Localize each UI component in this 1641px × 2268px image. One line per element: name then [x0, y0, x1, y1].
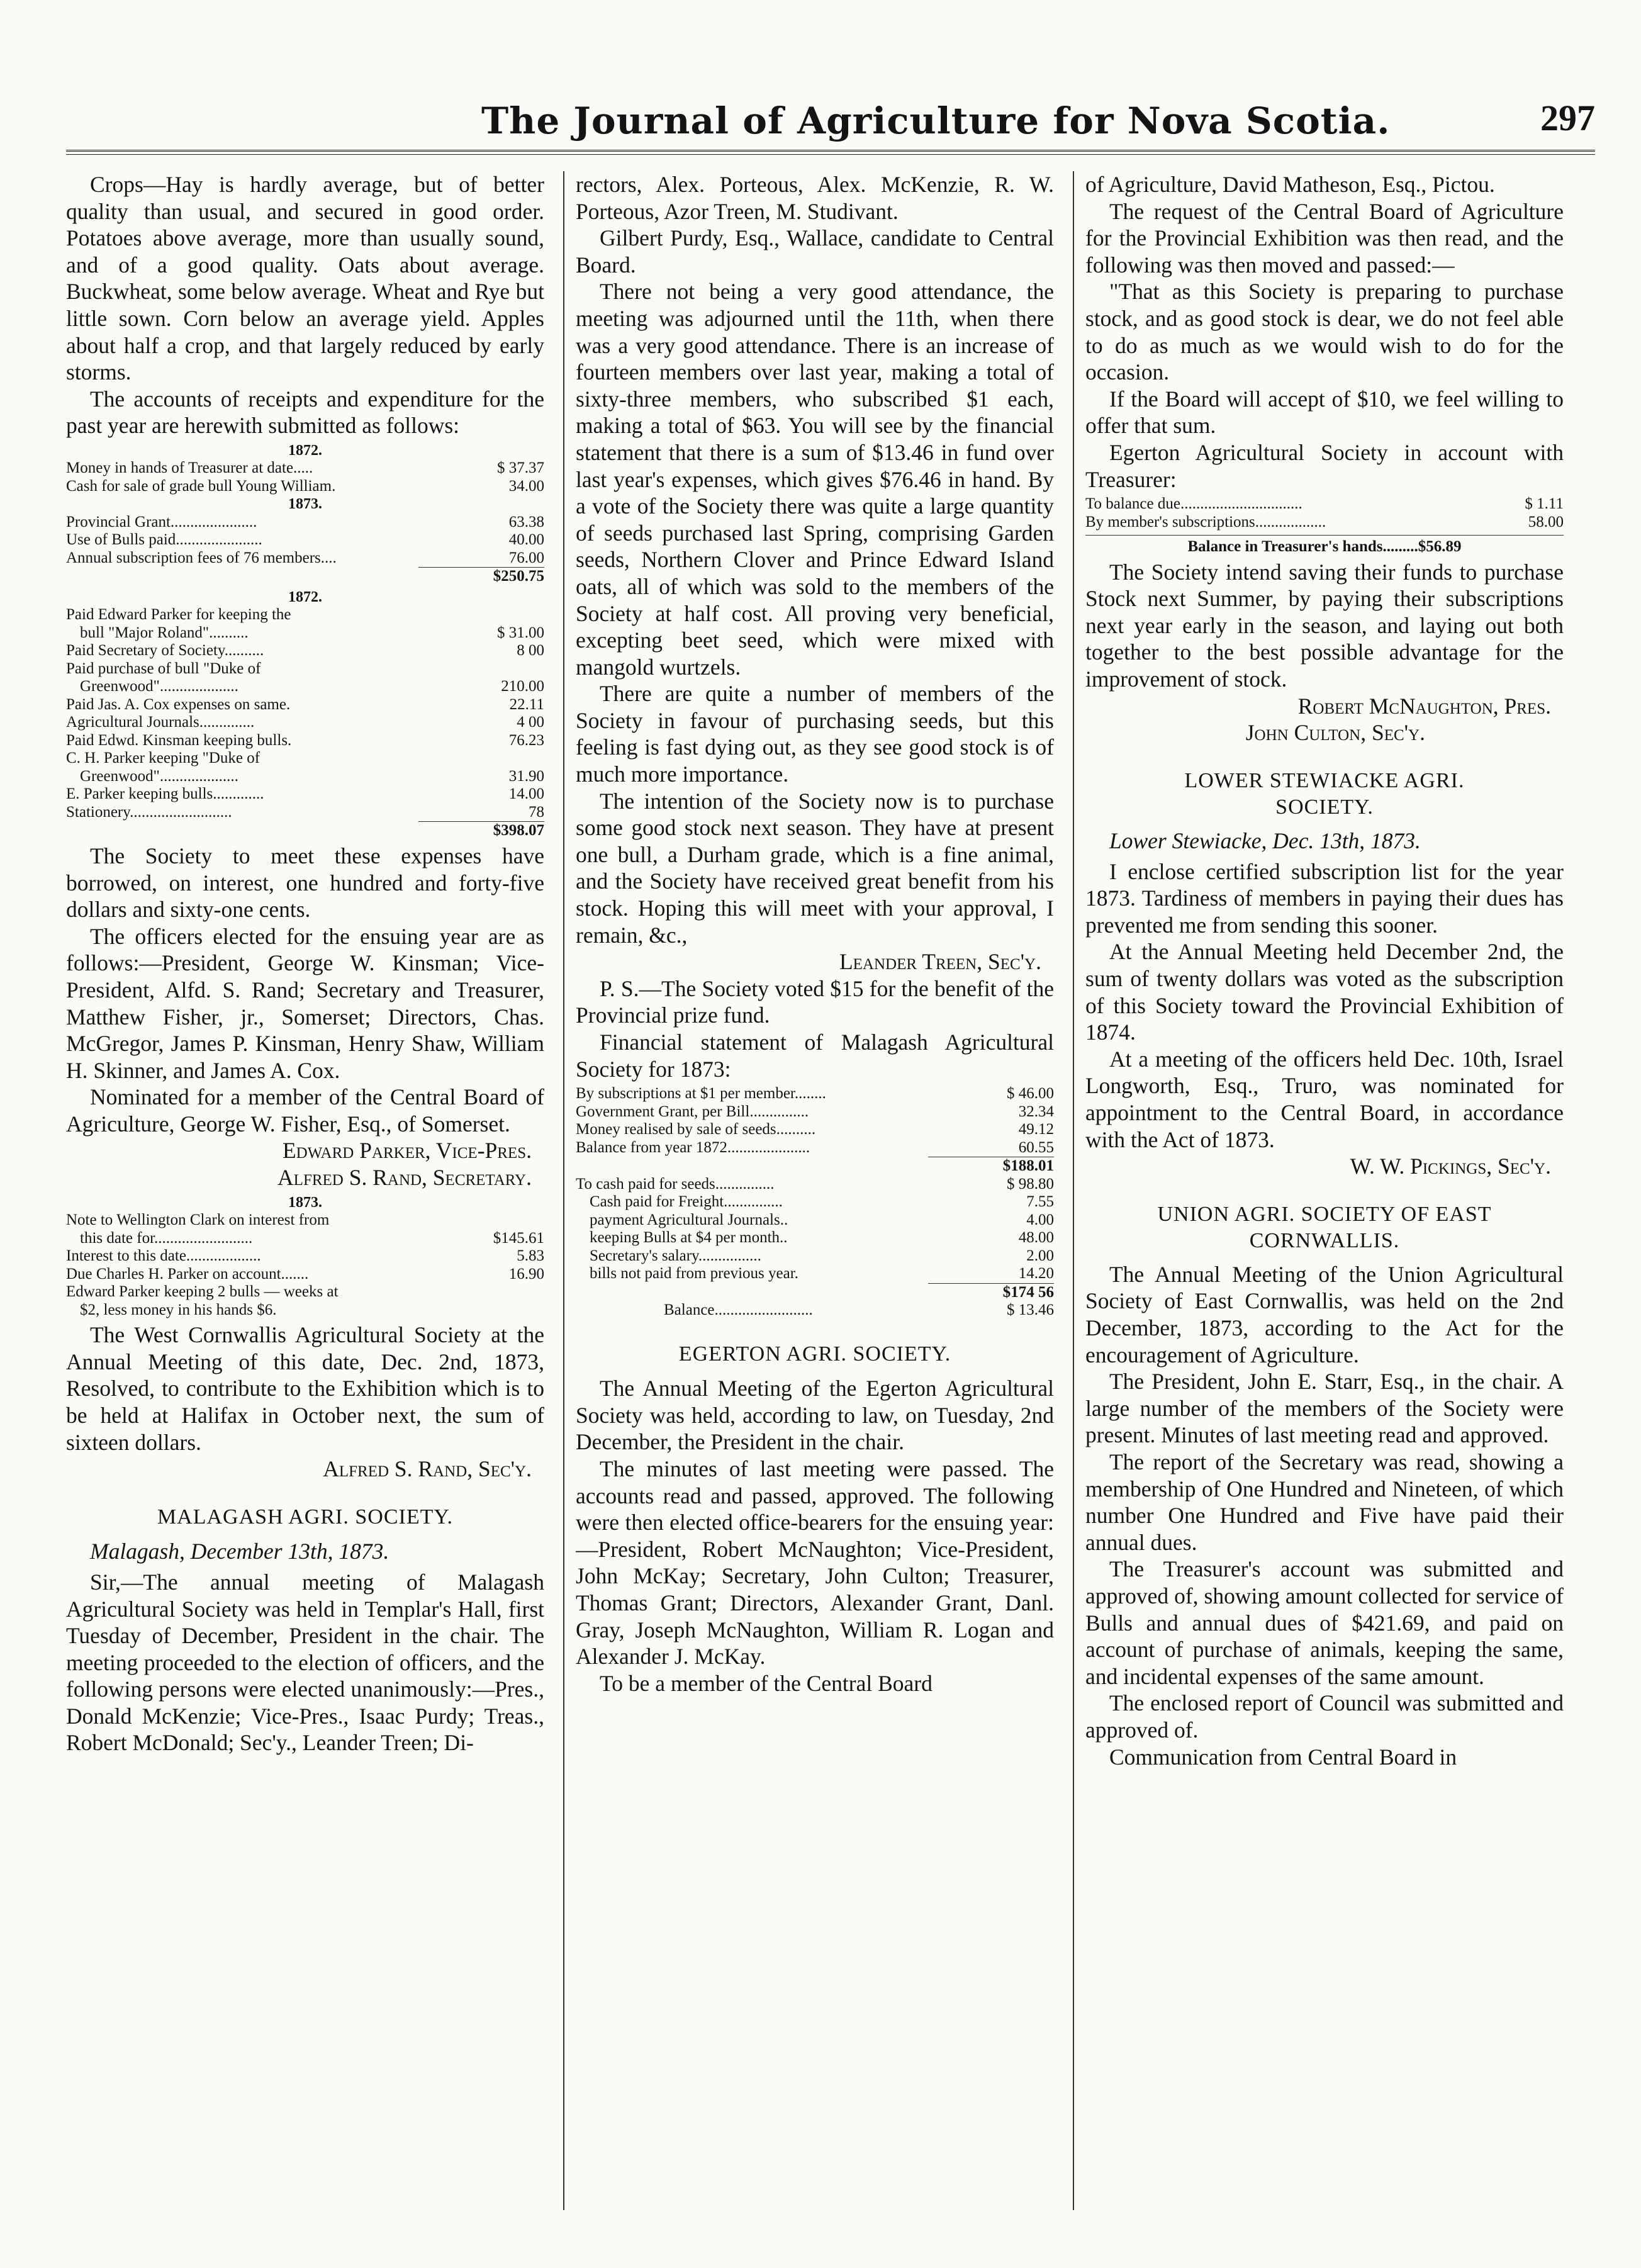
account-row: By subscriptions at $1 per member........ $ 46.00	[576, 1085, 1054, 1103]
account-row: Paid Edward Parker for keeping the	[66, 606, 291, 624]
account-row: Greenwood".................... 31.90	[80, 767, 544, 785]
signature: Robert McNaughton, Pres.	[1297, 693, 1551, 719]
section-heading: MALAGASH AGRI. SOCIETY.	[157, 1505, 454, 1529]
account-total: $188.01	[928, 1157, 1054, 1176]
paragraph: Egerton Agricultural Society in account with Treasurer:	[1085, 439, 1564, 492]
column-2	[576, 171, 1054, 2210]
account-year: 1873.	[288, 496, 322, 513]
account-row: Use of Bulls paid...................... 40.00	[66, 531, 544, 549]
account-row: Paid purchase of bull "Duke of	[66, 660, 261, 677]
account-row: C. H. Parker keeping "Duke of	[66, 749, 260, 767]
account-row: Paid Edwd. Kinsman keeping bulls. 76.23	[66, 731, 544, 749]
account-row: E. Parker keeping bulls............. 14.00	[66, 785, 544, 803]
dateline: Lower Stewiacke, Dec. 13th, 1873.	[1109, 828, 1421, 853]
paragraph: The Society intend saving their funds to purchase Stock next Summer, by paying their subscriptions next year early in the season, and laying out both together to the best possible advantage for the improvement of stock.	[1085, 559, 1564, 692]
paragraph: P. S.—The Society voted $15 for the benefit of the Provincial prize fund.	[576, 975, 1054, 1028]
account-balance: Balance in Treasurer's hands.........$56.89	[1085, 535, 1564, 556]
paragraph: Crops—Hay is hardly average, but of better quality than usual, and secured in good order. Potatoes above average, more than usually sound, and of a good quality. Oats about average. Buckwheat, some below average. Wheat and Rye but little sown. Corn below an average yield. Apples about half a crop, and that largely reduced by early storms.	[66, 172, 544, 385]
account-row: Cash paid for Freight............... 7.55	[590, 1193, 1054, 1211]
signature: Edward Parker, Vice-Pres.	[282, 1138, 532, 1164]
dateline: Malagash, December 13th, 1873.	[90, 1539, 389, 1564]
section-heading: EGERTON AGRI. SOCIETY.	[678, 1342, 951, 1366]
page-header	[66, 94, 1595, 151]
account-row: Cash for sale of grade bull Young William. 34.00	[66, 477, 544, 495]
column-divider-1	[563, 171, 564, 2210]
paragraph: The minutes of last meeting were passed. The accounts read and passed, approved. The following were then elected office-bearers for the ensuing year:—President, Robert McNaughton; Vice-President, John McKay; Secretary, John Culton; Treasurer, Thomas Grant; Directors, Alexander Grant, Danl. Gray, Joseph McNaughton, William R. Logan and Alexander J. McKay.	[576, 1456, 1054, 1670]
account-total: $174 56	[928, 1283, 1054, 1302]
account-balance: Balance......................... $ 13.46	[664, 1301, 1054, 1319]
paragraph: Sir,—The annual meeting of Malagash Agricultural Society was held in Templar's Hall, first Tuesday of December, President in the chair. The meeting proceeded to the election of officers, and the following persons were elected unanimously:—Pres., Donald McKenzie; Vice-Pres., Isaac Purdy; Treas., Robert McDonald; Sec'y., Leander Treen; Di-	[66, 1569, 544, 1756]
account-row: $2, less money in his hands $6.	[80, 1301, 277, 1318]
account-row: Annual subscription fees of 76 members.... 76.00	[66, 549, 544, 566]
paragraph: The accounts of receipts and expenditure for the past year are herewith submitted as follows:	[66, 386, 544, 439]
paragraph: Communication from Central Board in	[1109, 1744, 1457, 1770]
account-row: payment Agricultural Journals.. 4.00	[590, 1211, 1054, 1228]
account-row: Note to Wellington Clark on interest from	[66, 1211, 330, 1229]
signature: Alfred S. Rand, Secretary.	[277, 1165, 532, 1191]
account-row: Provincial Grant...................... 63.38	[66, 513, 544, 531]
account-row: Agricultural Journals.............. 4 00	[66, 714, 544, 731]
paragraph: If the Board will accept of $10, we feel willing to offer that sum.	[1085, 386, 1564, 439]
signature: W. W. Pickings, Sec'y.	[1350, 1154, 1551, 1179]
account-receipts	[66, 442, 544, 586]
paragraph: The enclosed report of Council was submitted and approved of.	[1085, 1690, 1564, 1743]
paragraph: rectors, Alex. Porteous, Alex. McKenzie, R. W. Porteous, Azor Treen, M. Studivant.	[576, 172, 1054, 224]
paragraph: The Annual Meeting of the Union Agricultural Society of East Cornwallis, was held on the 2nd December, 1873, according to the Act for the encouragement of Agriculture.	[1085, 1261, 1564, 1367]
paragraph: The officers elected for the ensuing year are as follows:—President, George W. Kinsman; Vice-President, Alfd. S. Rand; Secretary and Treasurer, Matthew Fisher, jr., Somerset; Directors, Chas. McGregor, James P. Kinsman, Henry Shaw, William H. Skinner, and James A. Cox.	[66, 923, 544, 1083]
paragraph: Gilbert Purdy, Esq., Wallace, candidate to Central Board.	[576, 225, 1054, 278]
account-row: To balance due............................... $ 1.11	[1085, 495, 1564, 513]
account-total: $398.07	[418, 821, 544, 840]
paragraph: The Annual Meeting of the Egerton Agricultural Society was held, according to law, on Tuesday, 2nd December, the President in the chair.	[576, 1376, 1054, 1455]
account-row: Edward Parker keeping 2 bulls — weeks at	[66, 1283, 339, 1301]
section-heading: CORNWALLIS.	[1249, 1229, 1400, 1253]
paragraph: "That as this Society is preparing to purchase stock, and as good stock is dear, we do not feel able to do as much as we would wish to do for the occasion.	[1085, 279, 1564, 385]
signature: Leander Treen, Sec'y.	[839, 949, 1041, 975]
account-year: 1872.	[288, 588, 322, 605]
account-row: Stationery.......................... 78	[66, 803, 544, 821]
account-year: 1873.	[288, 1194, 322, 1211]
account-row: this date for......................... $145.61	[80, 1229, 544, 1247]
account-financial-statement	[576, 1085, 1054, 1320]
section-heading: LOWER STEWIACKE AGRI.	[1184, 768, 1465, 792]
paragraph: There are quite a number of members of the Society in favour of purchasing seeds, but this feeling is fast dying out, as they see good stock is of much more importance.	[576, 681, 1054, 787]
account-treasurer	[1085, 495, 1564, 556]
account-row: bills not paid from previous year. 14.20	[590, 1265, 1054, 1283]
paragraph: The Society to meet these expenses have borrowed, on interest, one hundred and forty-five dollars and sixty-one cents.	[66, 843, 544, 923]
paragraph: Nominated for a member of the Central Board of Agriculture, George W. Fisher, Esq., of Somerset.	[66, 1084, 544, 1137]
account-row: Greenwood".................... 210.00	[80, 678, 544, 695]
account-row: Secretary's salary................ 2.00	[590, 1247, 1054, 1264]
account-row: Balance from year 1872..................... 60.55	[576, 1138, 1054, 1156]
account-row: Interest to this date................... 5.83	[66, 1247, 544, 1265]
account-row: keeping Bulls at $4 per month.. 48.00	[590, 1229, 1054, 1247]
account-row: By member's subscriptions.................. 58.00	[1085, 513, 1564, 531]
paragraph: There not being a very good attendance, the meeting was adjourned until the 11th, when there was a very good attendance. There is an increase of fourteen members over last year, making a total of sixty-three members, who subscribed $1 each, making a total of $63. You will see by the financial statement that there is a sum of $13.46 in fund over last year's expenses, which gives $76.46 in hand. By a vote of the Society there was quite a large quantity of seeds purchased last Spring, comprising Garden seeds, Northern Clover and Prince Edward Island oats, all of which was sold to the members of the Society at half cost. All proving very beneficial, excepting beet seed, which were mixed with mangold wurtzels.	[576, 279, 1054, 680]
paragraph: The request of the Central Board of Agriculture for the Provincial Exhibition was then read, and the following was then moved and passed:—	[1085, 198, 1564, 278]
account-row: Paid Secretary of Society.......... 8 00	[66, 642, 544, 660]
paragraph: The report of the Secretary was read, showing a membership of One Hundred and Nineteen, of which number One Hundred and Five have paid their annual dues.	[1085, 1449, 1564, 1555]
paragraph: At the Annual Meeting held December 2nd, the sum of twenty dollars was voted as the subscription of this Society toward the Provincial Exhibition of 1874.	[1085, 939, 1564, 1045]
section-heading: UNION AGRI. SOCIETY OF EAST	[1157, 1202, 1492, 1226]
account-total: $250.75	[418, 567, 544, 586]
account-liabilities	[66, 1194, 544, 1320]
signature: Alfred S. Rand, Sec'y.	[323, 1456, 532, 1482]
account-row: bull "Major Roland".......... $ 31.00	[80, 624, 544, 641]
section-heading: SOCIETY.	[1275, 795, 1374, 819]
paragraph: At a meeting of the officers held Dec. 10th, Israel Longworth, Esq., Truro, was nominated for appointment to the Central Board, in accordance with the Act of 1873.	[1085, 1046, 1564, 1152]
paragraph: The West Cornwallis Agricultural Society at the Annual Meeting of this date, Dec. 2nd, 1873, Resolved, to contribute to the Exhibition which is to be held at Halifax in October next, the sum of sixteen dollars.	[66, 1322, 544, 1455]
paragraph: To be a member of the Central Board	[600, 1670, 933, 1696]
paragraph: The President, John E. Starr, Esq., in the chair. A large number of the members of the Society were present. Minutes of last meeting read and approved.	[1085, 1369, 1564, 1448]
account-year: 1872.	[288, 442, 322, 459]
signature: John Culton, Sec'y.	[1245, 720, 1425, 746]
account-row: Money in hands of Treasurer at date..... $ 37.37	[66, 459, 544, 477]
paragraph: The intention of the Society now is to purchase some good stock next season. They have at present one bull, a Durham grade, which is a fine animal, and the Society have received great benefit from his stock. Hoping this will meet with your approval, I remain, &c.,	[576, 788, 1054, 948]
column-1	[66, 171, 544, 2210]
page-number: 297	[1540, 98, 1595, 138]
column-3	[1085, 171, 1564, 2210]
header-rule	[66, 150, 1595, 155]
account-row: Government Grant, per Bill............... 32.34	[576, 1103, 1054, 1120]
account-row: Due Charles H. Parker on account....... 16.90	[66, 1265, 544, 1283]
paragraph: I enclose certified subscription list for the year 1873. Tardiness of members in paying their dues has prevented me from sending this sooner.	[1085, 858, 1564, 938]
account-row: To cash paid for seeds............... $ 98.80	[576, 1175, 1054, 1193]
paragraph: Financial statement of Malagash Agricultural Society for 1873:	[576, 1030, 1054, 1082]
paragraph: of Agriculture, David Matheson, Esq., Pictou.	[1085, 172, 1495, 197]
account-row: Paid Jas. A. Cox expenses on same. 22.11	[66, 695, 544, 713]
account-row: Money realised by sale of seeds.......... 49.12	[576, 1121, 1054, 1138]
account-expenditure	[66, 588, 544, 840]
paragraph: The Treasurer's account was submitted and approved of, showing amount collected for service of Bulls and annual dues of $421.69, and paid on account of purchase of animals, keeping the same, and incidental expenses of the same amount.	[1085, 1556, 1564, 1689]
journal-title: The Journal of Agriculture for Nova Scotia.	[481, 99, 1391, 142]
column-divider-2	[1073, 171, 1074, 2210]
